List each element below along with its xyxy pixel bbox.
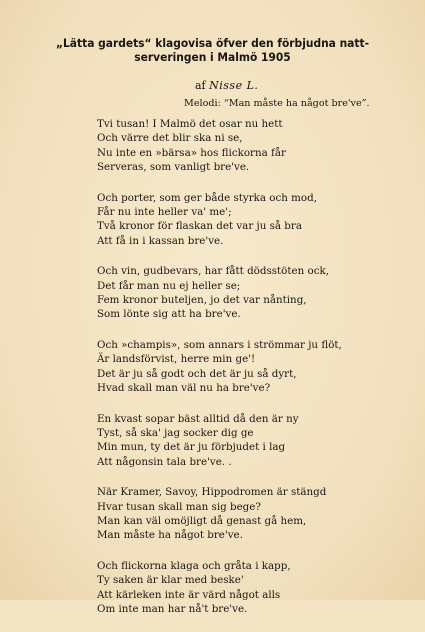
author-byline <box>195 79 258 93</box>
verse-line: Och porter, som ger både styrka och mod, <box>97 191 317 204</box>
verse-line: Att kärleken inte är värd något alls <box>97 588 281 601</box>
verse-line: Är landsförvist, herre min ge'! <box>97 353 256 366</box>
verse-line: Om inte man har nå't bre've. <box>97 602 248 615</box>
stanza <box>97 338 397 396</box>
verse-line: Serveras, som vanligt bre've. <box>97 161 250 174</box>
title-line: „Lätta gardets“ klagovisa öfver den förbjudna natt- <box>55 36 370 50</box>
title-line: serveringen i Malmö 1905 <box>134 50 291 65</box>
verse-line: Fem kronor buteljen, jo det var nånting, <box>97 294 307 307</box>
verse-line: När Kramer, Savoy, Hippodromen är stängd <box>97 486 327 499</box>
verse-line: Och flickorna klaga och gråta i kapp, <box>97 559 291 572</box>
verse-line: Hvar tusan skall man sig bege? <box>97 500 261 513</box>
poem-body <box>97 117 397 632</box>
verse-line: Och »champis», som annars i strömmar ju flöt, <box>97 338 342 351</box>
verse-line: Att någonsin tala bre've. . <box>97 455 232 468</box>
verse-line: Det får man nu ej heller se; <box>97 279 241 292</box>
verse-line: Nu inte en »bärsa» hos flickorna får <box>97 146 286 159</box>
verse-line: Tvi tusan! I Malmö det osar nu hett <box>97 118 283 130</box>
melody-note: Melodi: “Man måste ha något bre've”. <box>184 98 370 109</box>
verse-line: Att få in i kassan bre've. <box>97 234 224 247</box>
document-title <box>54 36 371 65</box>
stanza <box>97 264 397 322</box>
verse-line: Hvad skall man väl nu ha bre've? <box>97 382 271 395</box>
stanza <box>97 117 397 175</box>
stanza <box>97 191 397 249</box>
stanza <box>97 485 397 543</box>
verse-line: Och vin, gudbevars, har fått dödsstöten ock, <box>97 265 329 278</box>
verse-line: Tyst, så ska' jag socker dig ge <box>97 426 254 439</box>
verse-line: Som lönte sig att ha bre've. <box>97 308 241 321</box>
verse-line: Får nu inte heller va' me'; <box>97 206 232 219</box>
verse-line: Och värre det blir ska ni se, <box>97 132 243 145</box>
verse-line: En kvast sopar bäst alltid då den är ny <box>97 412 299 425</box>
author-name: Nisse L. <box>209 79 259 92</box>
stanza <box>97 559 397 617</box>
verse-line: Min mun, ty det är ju förbjudet i lag <box>97 441 286 454</box>
verse-line: Man måste ha något bre've. <box>97 529 243 542</box>
stanza <box>97 412 397 470</box>
verse-line: Man kan väl omöjligt då genast gå hem, <box>97 514 307 527</box>
verse-line: Två kronor för flaskan det var ju så bra <box>97 220 302 233</box>
verse-line: Det är ju så godt och det är ju så dyrt, <box>97 367 297 380</box>
verse-line: Ty saken är klar med beske' <box>97 574 244 587</box>
author-prefix: af <box>195 79 206 92</box>
